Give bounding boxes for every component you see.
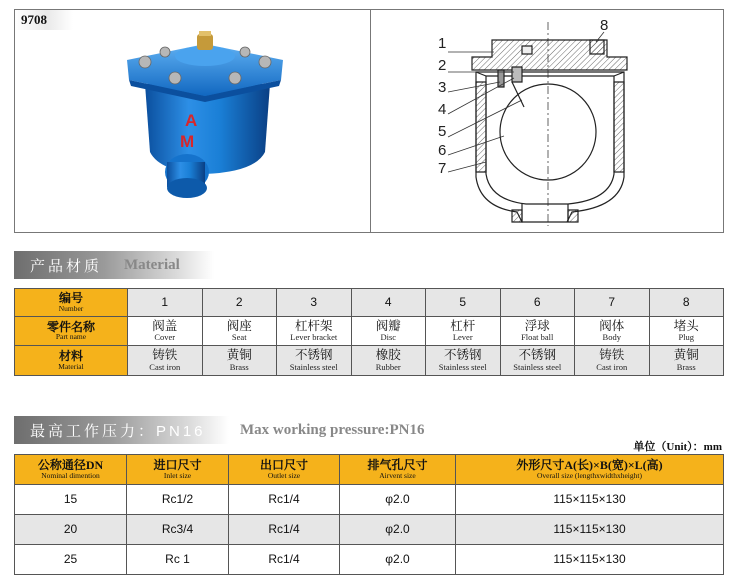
row-header-cn: 材料: [58, 349, 83, 364]
header-en: Overall size (lengthxwidthxheight): [537, 470, 642, 480]
header-en: Nominal dimention: [41, 470, 100, 480]
label-1: 1: [438, 35, 447, 52]
size-row: [15, 485, 724, 515]
parts-row-header: [15, 289, 128, 317]
part-number: 5: [459, 295, 467, 310]
material-section-header: [14, 251, 214, 279]
label-5: 5: [438, 123, 447, 140]
cell-en: Cast iron: [149, 361, 181, 372]
cell-cn: 不锈钢: [518, 348, 556, 363]
parts-row: [15, 289, 724, 317]
dn-cell: 25: [15, 545, 127, 575]
parts-cell: [277, 289, 352, 317]
parts-row: [15, 317, 724, 346]
valve-mark-m: M: [180, 132, 195, 151]
parts-cell: [649, 317, 724, 346]
cell-en: Float ball: [521, 332, 554, 343]
cell-en: Brass: [229, 361, 249, 372]
cell-cn: 黄铜: [226, 348, 252, 363]
pressure-title-cn: 最高工作压力：PN16: [30, 423, 206, 440]
label-4: 4: [438, 101, 447, 118]
cell-en: Brass: [676, 361, 696, 372]
cell-en: Cover: [154, 332, 176, 343]
size-row: [15, 545, 724, 575]
header-en: Inlet size: [163, 470, 192, 480]
parts-cell: [277, 346, 352, 376]
label-3: 3: [438, 79, 447, 96]
parts-cell: [128, 346, 203, 376]
parts-cell: [649, 289, 724, 317]
parts-row-header: [15, 317, 128, 346]
row-header-en: Material: [58, 361, 84, 371]
header-cn: 出口尺寸: [259, 458, 308, 473]
cell-cn: 铸铁: [152, 348, 178, 363]
size-header-cell: [340, 455, 456, 485]
valve-mark-a: A: [185, 111, 198, 130]
row-header-en: Part name: [55, 332, 87, 342]
part-number: 4: [384, 295, 392, 310]
outlet-cell: Rc1/4: [229, 515, 340, 545]
inlet-cell: Rc1/2: [127, 485, 229, 515]
parts-cell: [500, 289, 575, 317]
parts-cell: [426, 346, 501, 376]
model-tag: [15, 10, 73, 30]
cell-cn: 阀盖: [152, 318, 178, 333]
part-number: 6: [533, 295, 541, 310]
cell-cn: 阀瓣: [375, 318, 401, 333]
parts-cell: [128, 289, 203, 317]
label-2: 2: [438, 57, 447, 74]
parts-cell: [575, 289, 650, 317]
parts-cell: [202, 317, 277, 346]
valve-photo: [105, 22, 305, 202]
pressure-section-header: [14, 416, 229, 444]
cell-en: Seat: [231, 332, 247, 343]
size-header-cell: [15, 455, 127, 485]
header-en: Outlet size: [267, 470, 301, 480]
label-6: 6: [438, 142, 447, 159]
overall-cell: 115×115×130: [456, 485, 724, 515]
cell-en: Plug: [678, 332, 695, 343]
inlet-cell: Rc 1: [127, 545, 229, 575]
row-header-cn: 零件名称: [46, 319, 95, 334]
cell-cn: 不锈钢: [294, 348, 333, 363]
dn-cell: 20: [15, 515, 127, 545]
size-row: [15, 515, 724, 545]
part-number: 8: [682, 295, 690, 310]
cell-en: Cast iron: [596, 361, 628, 372]
parts-cell: [500, 346, 575, 376]
cell-en: Lever bracket: [290, 332, 338, 343]
part-number: 1: [161, 295, 169, 310]
parts-cell: [277, 317, 352, 346]
section-drawing: [372, 12, 722, 230]
parts-cell: [351, 317, 426, 346]
cell-cn: 橡胶: [375, 348, 401, 363]
dn-cell: 15: [15, 485, 127, 515]
material-title-cn: 产品材质: [30, 258, 103, 275]
unit-label: 单位（Unit）：mm: [633, 441, 722, 453]
parts-cell: [351, 346, 426, 376]
parts-cell: [575, 346, 650, 376]
cell-en: Stainless steel: [438, 361, 487, 372]
cell-en: Lever: [452, 332, 473, 343]
label-8: 8: [600, 17, 609, 34]
parts-cell: [426, 289, 501, 317]
parts-cell: [500, 317, 575, 346]
parts-table: [14, 288, 724, 376]
part-number: 2: [235, 295, 243, 310]
cell-en: Stainless steel: [289, 361, 338, 372]
size-header-cell: [229, 455, 340, 485]
row-header-cn: 编号: [58, 291, 83, 306]
model-number: 9708: [21, 12, 47, 27]
vent-cell: φ2.0: [340, 515, 456, 545]
parts-row-header: [15, 346, 128, 376]
cell-cn: 不锈钢: [443, 348, 482, 363]
size-table: [14, 454, 724, 575]
pressure-title-en: Max working pressure:PN16: [240, 422, 425, 438]
header-cn: 排气孔尺寸: [367, 458, 428, 473]
parts-cell: [575, 317, 650, 346]
header-cn: 外形尺寸A(长)×B(宽)×L(高): [516, 458, 663, 473]
cell-cn: 堵头: [673, 318, 699, 333]
parts-row: [15, 346, 724, 376]
label-7: 7: [438, 160, 447, 177]
parts-cell: [351, 289, 426, 317]
cell-cn: 杠杆: [450, 318, 476, 333]
vent-cell: φ2.0: [340, 545, 456, 575]
cell-en: Body: [602, 332, 621, 343]
outlet-cell: Rc1/4: [229, 485, 340, 515]
parts-cell: [202, 346, 277, 376]
inlet-cell: Rc3/4: [127, 515, 229, 545]
cell-cn: 阀座: [226, 318, 252, 333]
cell-en: Rubber: [375, 361, 401, 372]
cell-en: Disc: [380, 332, 397, 343]
size-header-row: [15, 455, 724, 485]
cell-cn: 阀体: [599, 318, 625, 333]
cell-cn: 黄铜: [673, 348, 699, 363]
header-cn: 进口尺寸: [153, 458, 202, 473]
cell-cn: 杠杆架: [294, 318, 333, 333]
parts-cell: [202, 289, 277, 317]
cell-cn: 浮球: [524, 318, 550, 333]
header-en: Airvent size: [379, 470, 416, 480]
cell-en: Stainless steel: [513, 361, 562, 372]
size-header-cell: [127, 455, 229, 485]
parts-cell: [649, 346, 724, 376]
vent-cell: φ2.0: [340, 485, 456, 515]
size-header-cell: [456, 455, 724, 485]
material-title-en: Material: [124, 257, 180, 273]
overall-cell: 115×115×130: [456, 545, 724, 575]
row-header-en: Number: [58, 303, 84, 313]
part-number: 7: [608, 295, 616, 310]
parts-cell: [128, 317, 203, 346]
part-number: 3: [310, 295, 318, 310]
outlet-cell: Rc1/4: [229, 545, 340, 575]
header-cn: 公称通径DN: [37, 458, 104, 473]
frame-divider: [370, 9, 371, 233]
parts-cell: [426, 317, 501, 346]
overall-cell: 115×115×130: [456, 515, 724, 545]
cell-cn: 铸铁: [599, 348, 625, 363]
